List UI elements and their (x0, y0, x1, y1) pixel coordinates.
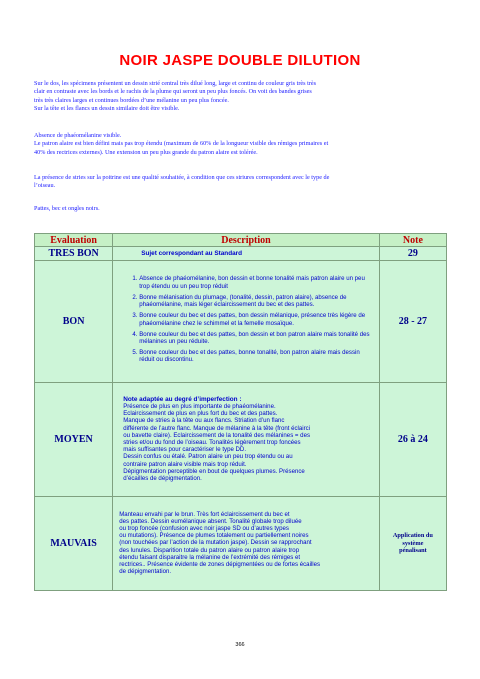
table-header-row (35, 234, 447, 247)
moyen-line: différente de l’autre flanc. Manque de mélanine à la tête (front éclairci (123, 424, 311, 432)
evaluation-table (34, 233, 447, 591)
intro-line: Absence de phaéomélanine visible. (34, 132, 122, 139)
intro-line: Pattes, bec et ongles noirs. (34, 205, 100, 212)
note-mauvais (379, 497, 446, 591)
table-row-tres-bon (35, 247, 447, 261)
page-number: 366 (235, 642, 245, 648)
moyen-line: Présence de plus en plus importante de phaéomélanine. (123, 402, 276, 410)
bon-criteria-list (113, 273, 379, 369)
intro-line: Sur le dos, les spécimens présentent un dessin strié central très dilué long, large et continu de couleur gris très très (34, 80, 317, 87)
moyen-line: Eclaircissement de plus en plus fort du bec et des pattes. (123, 410, 278, 418)
moyen-line: stries et/ou du fond de l’oiseau. Tonalités légèrement trop foncées (123, 439, 301, 446)
intro-paragraph-3 (34, 174, 448, 191)
mauvais-line: rectrices.. Présence évidente de zones dépigmentées ou de fortes écailles (119, 561, 321, 568)
label-mauvais: MAUVAIS (35, 497, 113, 591)
header-note: Note (379, 234, 446, 247)
page-title: NOIR JASPE DOUBLE DILUTION (119, 52, 361, 69)
note-bon: 28 - 27 (379, 261, 446, 383)
header-description: Description (113, 234, 380, 247)
moyen-line: Dessin confus ou étalé. Patron alaire un peu trop étendu ou au (123, 453, 293, 461)
description-moyen (113, 383, 380, 497)
mauvais-line: de dépigmentation. (119, 568, 172, 576)
intro-paragraph-2 (34, 132, 448, 157)
header-evaluation: Evaluation (35, 234, 113, 247)
note-mauvais-line: pénalisant (399, 547, 427, 555)
moyen-line: contraire patron alaire visible mais trop réduit. (123, 460, 247, 468)
intro-line: très très claires larges et continues bordées d’une mélanine un peu plus foncée. (34, 96, 229, 104)
list-item: 5. Bonne couleur du bec et des pattes, bonne tonalité, bon patron alaire mais dessin réduit ou discontinu. (139, 349, 375, 363)
note-moyen: 26 à 24 (379, 383, 446, 497)
moyen-line: ou bavette claire). Eclaircissement de la tonalité des mélanines = des (123, 431, 311, 439)
mauvais-line: Manteau envahi par le brun. Très fort éclaircissement du bec et (119, 510, 290, 518)
note-tres-bon: 29 (379, 247, 446, 261)
intro-paragraph-4 (34, 205, 448, 213)
description-tres-bon: Sujet correspondant au Standard (113, 247, 380, 261)
intro-line: l’oiseau. (34, 182, 56, 190)
mauvais-line: (non touchées par l’action de la mutation jaspe). Dessin se rapprochant (119, 539, 312, 547)
list-item: 1. Absence de phaéomélanine, bon dessin et bonne tonalité mais patron alaire un peu trop étendu ou un peu trop réduit (139, 275, 375, 289)
intro-paragraph-1 (34, 80, 448, 113)
table-row-moyen (35, 383, 447, 497)
description-mauvais (113, 497, 380, 591)
list-item: 4. Bonne couleur du bec et des pattes, bon dessin et bon patron alaire mais tonalité des mélanines un peu réduite. (139, 331, 375, 345)
label-tres-bon: TRES BON (35, 247, 113, 261)
list-item: 2. Bonne mélanisation du plumage, (tonalité, dessin, patron alaire), absence de phaéomélanine, mais léger éclaircissement du bec et des pattes. (139, 294, 375, 308)
table-row-bon (35, 261, 447, 383)
mauvais-line: des pattes. Dessin eumélanique absent. Tonalité globale trop diluée (119, 517, 302, 525)
intro-line: 40% des rectrices externes). Une extension un peu plus grande du patron alaire est tolérée. (34, 148, 258, 156)
mauvais-line: des lunules. Disparition totale du patron alaire ou patron alaire trop (119, 546, 300, 554)
mauvais-line: ou trop foncée (confusion avec noir jaspe SD ou d’autres types (119, 524, 289, 532)
table-row-mauvais (35, 497, 447, 591)
mauvais-line: étendu faisant disparaitre la mélanine de l’extrémité des rémiges et (119, 553, 301, 561)
description-bon (113, 261, 380, 383)
moyen-heading: Note adaptée au degré d’imperfection : (123, 395, 242, 403)
label-moyen: MOYEN (35, 383, 113, 497)
intro-line: La présence de stries sur la poitrine est une qualité souhaitée, à condition que ces striures correspondent avec le type de (34, 174, 330, 181)
moyen-line: Manque de stries à la tête ou aux flancs. Striation d’un flanc (123, 417, 285, 425)
note-mauvais-line: Application du (392, 532, 433, 540)
moyen-line: mais suffisantes pour caractériser le type DD. (123, 446, 247, 454)
list-item: 3. Bonne couleur du bec et des pattes, bon dessin mélanique, présence très légère de phaéomélanine chez le schimmel et la femelle mosaïque. (139, 312, 375, 326)
intro-line: Sur la tête et les flancs un dessin similaire doit être visible. (34, 104, 180, 112)
note-mauvais-line: système (402, 539, 424, 547)
label-bon: BON (35, 261, 113, 383)
intro-line: Le patron alaire est bien défini mais pas trop étendu (maximum de 60% de la longueur visible des rémiges primaires et (34, 140, 329, 148)
intro-line: clair en contraste avec les bords et le rachis de la plume qui seront un peu plus foncés. On voit des bandes grises (34, 88, 312, 96)
moyen-line: d’écailles de dépigmentation. (123, 475, 202, 483)
moyen-line: Dépigmentation perceptible en bout de quelques plumes. Présence (123, 467, 305, 475)
mauvais-line: ou mutations). Présence de plumes totalement ou partiellement noires (119, 532, 309, 540)
